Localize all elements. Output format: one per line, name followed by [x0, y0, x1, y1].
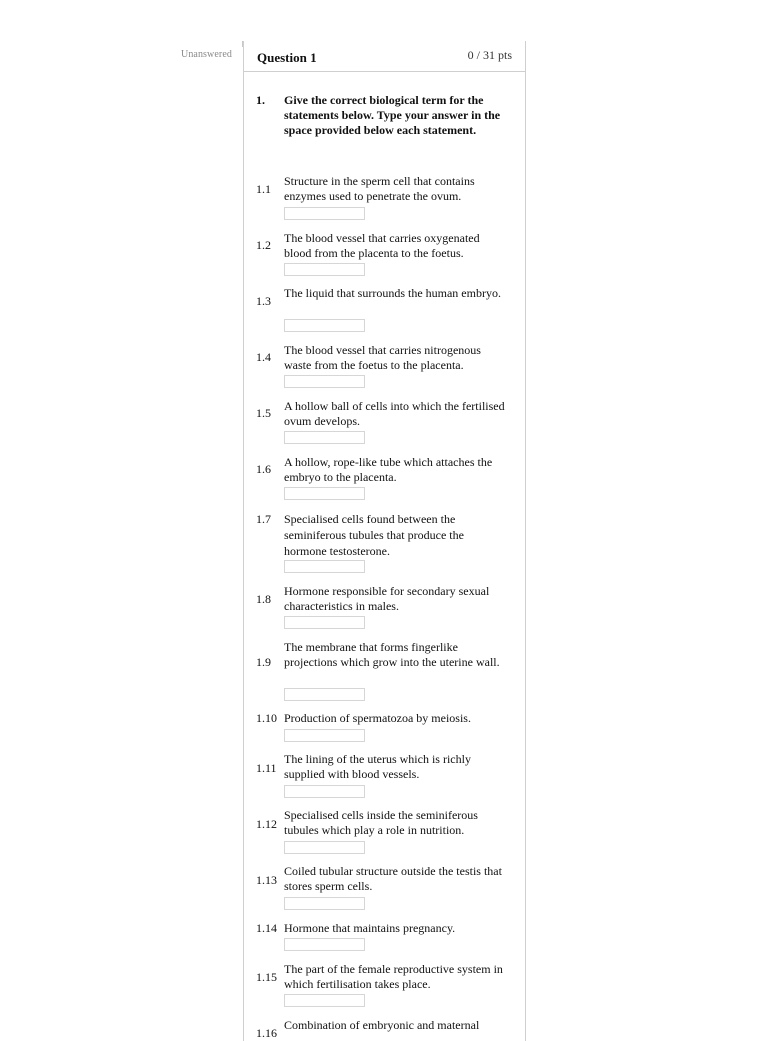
answer-input[interactable]: [284, 688, 365, 701]
answer-input[interactable]: [284, 616, 365, 629]
item-number: 1.7: [256, 512, 271, 526]
question-points: 0 / 31 pts: [467, 48, 512, 62]
answer-input[interactable]: [284, 938, 365, 951]
item-text: Specialised cells found between the seminiferous tubules that produce the hormone testosterone.: [284, 512, 464, 558]
item-text: The blood vessel that carries nitrogenous waste from the foetus to the placenta.: [284, 343, 481, 372]
item-number: 1.5: [256, 406, 271, 420]
answer-input[interactable]: [284, 431, 365, 444]
answer-input[interactable]: [284, 560, 365, 573]
item-text: The membrane that forms fingerlike projections which grow into the uterine wall.: [284, 640, 500, 669]
item-text: Structure in the sperm cell that contains enzymes used to penetrate the ovum.: [284, 174, 475, 203]
item-text: Hormone that maintains pregnancy.: [284, 921, 456, 935]
answer-input[interactable]: [284, 487, 365, 500]
item-number: 1.12: [256, 817, 277, 831]
item-number: 1.16: [256, 1026, 277, 1040]
item-number: 1.6: [256, 462, 271, 476]
item-number: 1.13: [256, 873, 277, 887]
instruction-number: 1.: [256, 93, 265, 107]
item-number: 1.11: [256, 761, 277, 775]
item-number: 1.3: [256, 294, 271, 308]
answer-input[interactable]: [284, 263, 365, 276]
item-text: Hormone responsible for secondary sexual characteristics in males.: [284, 584, 490, 613]
answer-input[interactable]: [284, 897, 365, 910]
item-text: Combination of embryonic and maternal: [284, 1018, 480, 1032]
item-text: The blood vessel that carries oxygenated blood from the placenta to the foetus.: [284, 231, 480, 260]
item-number: 1.9: [256, 655, 271, 669]
answer-input[interactable]: [284, 207, 365, 220]
item-text: The part of the female reproductive system in which fertilisation takes place.: [284, 962, 503, 991]
item-number: 1.1: [256, 182, 271, 196]
item-number: 1.8: [256, 592, 271, 606]
question-header: [244, 41, 525, 72]
item-text: A hollow ball of cells into which the fertilised ovum develops.: [284, 399, 505, 428]
answer-input[interactable]: [284, 994, 365, 1007]
question-status-label: Unanswered: [181, 49, 232, 60]
answer-input[interactable]: [284, 785, 365, 798]
item-text: The liquid that surrounds the human embryo.: [284, 286, 501, 300]
item-number: 1.2: [256, 238, 271, 252]
item-number: 1.4: [256, 350, 271, 364]
answer-input[interactable]: [284, 319, 365, 332]
item-number: 1.15: [256, 970, 277, 984]
item-number: 1.14: [256, 921, 277, 935]
instruction-text: Give the correct biological term for the statements below. Type your answer in the space provided below each statement.: [284, 93, 501, 137]
item-number: 1.10: [256, 711, 277, 725]
item-text: The lining of the uterus which is richly supplied with blood vessels.: [284, 752, 471, 781]
item-text: Production of spermatozoa by meiosis.: [284, 711, 471, 725]
question-title: Question 1: [257, 50, 317, 65]
item-text: Specialised cells inside the seminiferous tubules which play a role in nutrition.: [284, 808, 478, 837]
item-text: A hollow, rope-like tube which attaches the embryo to the placenta.: [284, 455, 493, 484]
answer-input[interactable]: [284, 841, 365, 854]
answer-input[interactable]: [284, 729, 365, 742]
answer-input[interactable]: [284, 375, 365, 388]
item-text: Coiled tubular structure outside the testis that stores sperm cells.: [284, 864, 502, 893]
